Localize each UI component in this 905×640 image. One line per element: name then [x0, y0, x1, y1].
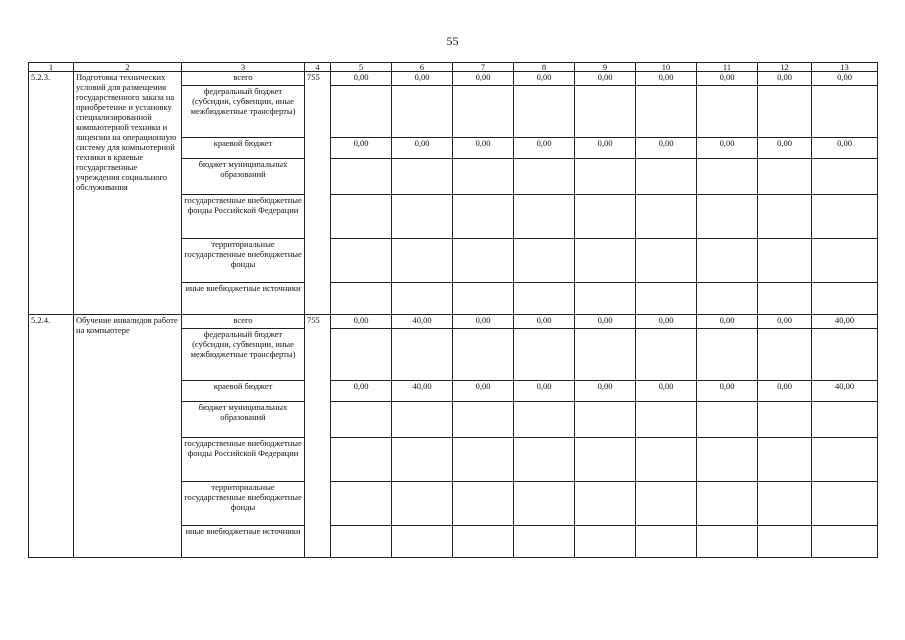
value-cell: 0,00 [331, 315, 392, 329]
value-cell: 0,00 [514, 138, 575, 159]
value-cell [636, 526, 697, 558]
value-cell [636, 195, 697, 239]
value-cell [575, 526, 636, 558]
value-cell [331, 195, 392, 239]
value-cell [575, 283, 636, 315]
table-body [29, 63, 878, 558]
table-row [29, 72, 878, 86]
value-cell [697, 526, 758, 558]
value-cell [514, 402, 575, 438]
value-cell [636, 329, 697, 381]
value-cell [758, 283, 812, 315]
value-cell: 40,00 [392, 315, 453, 329]
section-column4: 755 [305, 315, 331, 558]
value-cell [453, 329, 514, 381]
value-cell [697, 283, 758, 315]
value-cell [514, 482, 575, 526]
value-cell [392, 195, 453, 239]
value-cell: 0,00 [636, 315, 697, 329]
value-cell [514, 86, 575, 138]
funding-source: краевой бюджет [182, 138, 305, 159]
value-cell [392, 482, 453, 526]
value-cell [812, 159, 878, 195]
value-cell [331, 239, 392, 283]
value-cell: 0,00 [514, 315, 575, 329]
value-cell [392, 402, 453, 438]
value-cell: 0,00 [697, 138, 758, 159]
value-cell [697, 239, 758, 283]
value-cell [453, 438, 514, 482]
value-cell: 40,00 [812, 315, 878, 329]
value-cell: 0,00 [758, 138, 812, 159]
value-cell [636, 239, 697, 283]
value-cell [575, 159, 636, 195]
column-number-9: 9 [575, 63, 636, 72]
value-cell: 0,00 [514, 381, 575, 402]
value-cell [636, 283, 697, 315]
value-cell [812, 402, 878, 438]
value-cell [453, 159, 514, 195]
value-cell [392, 86, 453, 138]
value-cell [514, 239, 575, 283]
value-cell [331, 283, 392, 315]
value-cell: 0,00 [636, 138, 697, 159]
value-cell [514, 329, 575, 381]
column-number-3: 3 [182, 63, 305, 72]
value-cell [453, 195, 514, 239]
section-column4: 755 [305, 72, 331, 315]
value-cell [453, 283, 514, 315]
value-cell: 0,00 [575, 381, 636, 402]
funding-source: иные внебюджетные источники [182, 283, 305, 315]
value-cell [453, 482, 514, 526]
value-cell: 0,00 [697, 381, 758, 402]
column-number-7: 7 [453, 63, 514, 72]
column-number-11: 11 [697, 63, 758, 72]
value-cell [453, 86, 514, 138]
value-cell [392, 159, 453, 195]
value-cell [812, 329, 878, 381]
column-number-12: 12 [758, 63, 812, 72]
value-cell [812, 283, 878, 315]
value-cell: 40,00 [392, 381, 453, 402]
value-cell [514, 283, 575, 315]
value-cell [514, 438, 575, 482]
value-cell: 0,00 [575, 315, 636, 329]
value-cell [758, 329, 812, 381]
value-cell: 0,00 [812, 138, 878, 159]
value-cell [514, 526, 575, 558]
funding-source: всего [182, 72, 305, 86]
value-cell [697, 329, 758, 381]
value-cell [575, 402, 636, 438]
funding-source: всего [182, 315, 305, 329]
value-cell: 0,00 [453, 315, 514, 329]
value-cell [331, 526, 392, 558]
funding-source: государственные внебюджетные фонды Российской Федерации [182, 438, 305, 482]
value-cell [575, 482, 636, 526]
value-cell [514, 159, 575, 195]
value-cell [575, 239, 636, 283]
value-cell [758, 526, 812, 558]
value-cell [697, 482, 758, 526]
value-cell [812, 526, 878, 558]
value-cell [758, 86, 812, 138]
column-number-row [29, 63, 878, 72]
table-row [29, 315, 878, 329]
value-cell: 0,00 [453, 381, 514, 402]
value-cell: 0,00 [331, 381, 392, 402]
value-cell [758, 402, 812, 438]
funding-source: бюджет муниципальных образований [182, 159, 305, 195]
section-title: Обучение инвалидов работе на компьютере [74, 315, 182, 558]
funding-source: иные внебюджетные источники [182, 526, 305, 558]
value-cell [697, 159, 758, 195]
column-number-5: 5 [331, 63, 392, 72]
funding-source: территориальные государственные внебюджетные фонды [182, 482, 305, 526]
section-title: Подготовка технических условий для размещения государственного заказа на приобретение и установку специализированной компьютерной техники и лицензии на операционную систему для компьютерной техники в краевые государственные учреждения социального обслуживания [74, 72, 182, 315]
value-cell [636, 438, 697, 482]
value-cell [453, 526, 514, 558]
value-cell: 0,00 [812, 72, 878, 86]
value-cell [697, 195, 758, 239]
funding-source: бюджет муниципальных образований [182, 402, 305, 438]
value-cell: 0,00 [453, 138, 514, 159]
value-cell [331, 402, 392, 438]
value-cell: 0,00 [636, 72, 697, 86]
value-cell [812, 86, 878, 138]
value-cell [392, 239, 453, 283]
page-number: 55 [446, 34, 459, 48]
value-cell [392, 283, 453, 315]
value-cell [812, 482, 878, 526]
value-cell [331, 438, 392, 482]
value-cell [575, 195, 636, 239]
value-cell [758, 482, 812, 526]
value-cell: 0,00 [758, 315, 812, 329]
column-number-8: 8 [514, 63, 575, 72]
value-cell [636, 86, 697, 138]
value-cell [331, 482, 392, 526]
value-cell: 40,00 [812, 381, 878, 402]
value-cell [392, 526, 453, 558]
value-cell [453, 402, 514, 438]
budget-table [28, 62, 878, 558]
section-code: 5.2.3. [29, 72, 74, 315]
value-cell: 0,00 [331, 72, 392, 86]
column-number-4: 4 [305, 63, 331, 72]
value-cell [575, 329, 636, 381]
value-cell [697, 86, 758, 138]
value-cell: 0,00 [697, 315, 758, 329]
funding-source: краевой бюджет [182, 381, 305, 402]
funding-source: государственные внебюджетные фонды Российской Федерации [182, 195, 305, 239]
value-cell: 0,00 [575, 138, 636, 159]
funding-source: федеральный бюджет (субсидии, субвенции, иные межбюджетные трансферты) [182, 329, 305, 381]
funding-source: федеральный бюджет (субсидии, субвенции, иные межбюджетные трансферты) [182, 86, 305, 138]
value-cell [514, 195, 575, 239]
column-number-10: 10 [636, 63, 697, 72]
value-cell: 0,00 [453, 72, 514, 86]
value-cell [575, 438, 636, 482]
value-cell: 0,00 [514, 72, 575, 86]
value-cell: 0,00 [331, 138, 392, 159]
funding-source: территориальные государственные внебюджетные фонды [182, 239, 305, 283]
column-number-6: 6 [392, 63, 453, 72]
value-cell [636, 159, 697, 195]
value-cell [812, 239, 878, 283]
value-cell: 0,00 [758, 381, 812, 402]
value-cell [453, 239, 514, 283]
value-cell: 0,00 [575, 72, 636, 86]
value-cell [636, 482, 697, 526]
value-cell: 0,00 [392, 72, 453, 86]
value-cell [758, 195, 812, 239]
value-cell: 0,00 [636, 381, 697, 402]
value-cell [697, 402, 758, 438]
column-number-2: 2 [74, 63, 182, 72]
value-cell: 0,00 [758, 72, 812, 86]
value-cell [392, 438, 453, 482]
column-number-1: 1 [29, 63, 74, 72]
value-cell [331, 159, 392, 195]
value-cell [331, 329, 392, 381]
value-cell [812, 438, 878, 482]
value-cell [758, 239, 812, 283]
column-number-13: 13 [812, 63, 878, 72]
value-cell [575, 86, 636, 138]
value-cell [758, 438, 812, 482]
value-cell: 0,00 [392, 138, 453, 159]
value-cell [636, 402, 697, 438]
section-code: 5.2.4. [29, 315, 74, 558]
value-cell [392, 329, 453, 381]
value-cell [812, 195, 878, 239]
value-cell [758, 159, 812, 195]
value-cell [697, 438, 758, 482]
value-cell [331, 86, 392, 138]
value-cell: 0,00 [697, 72, 758, 86]
